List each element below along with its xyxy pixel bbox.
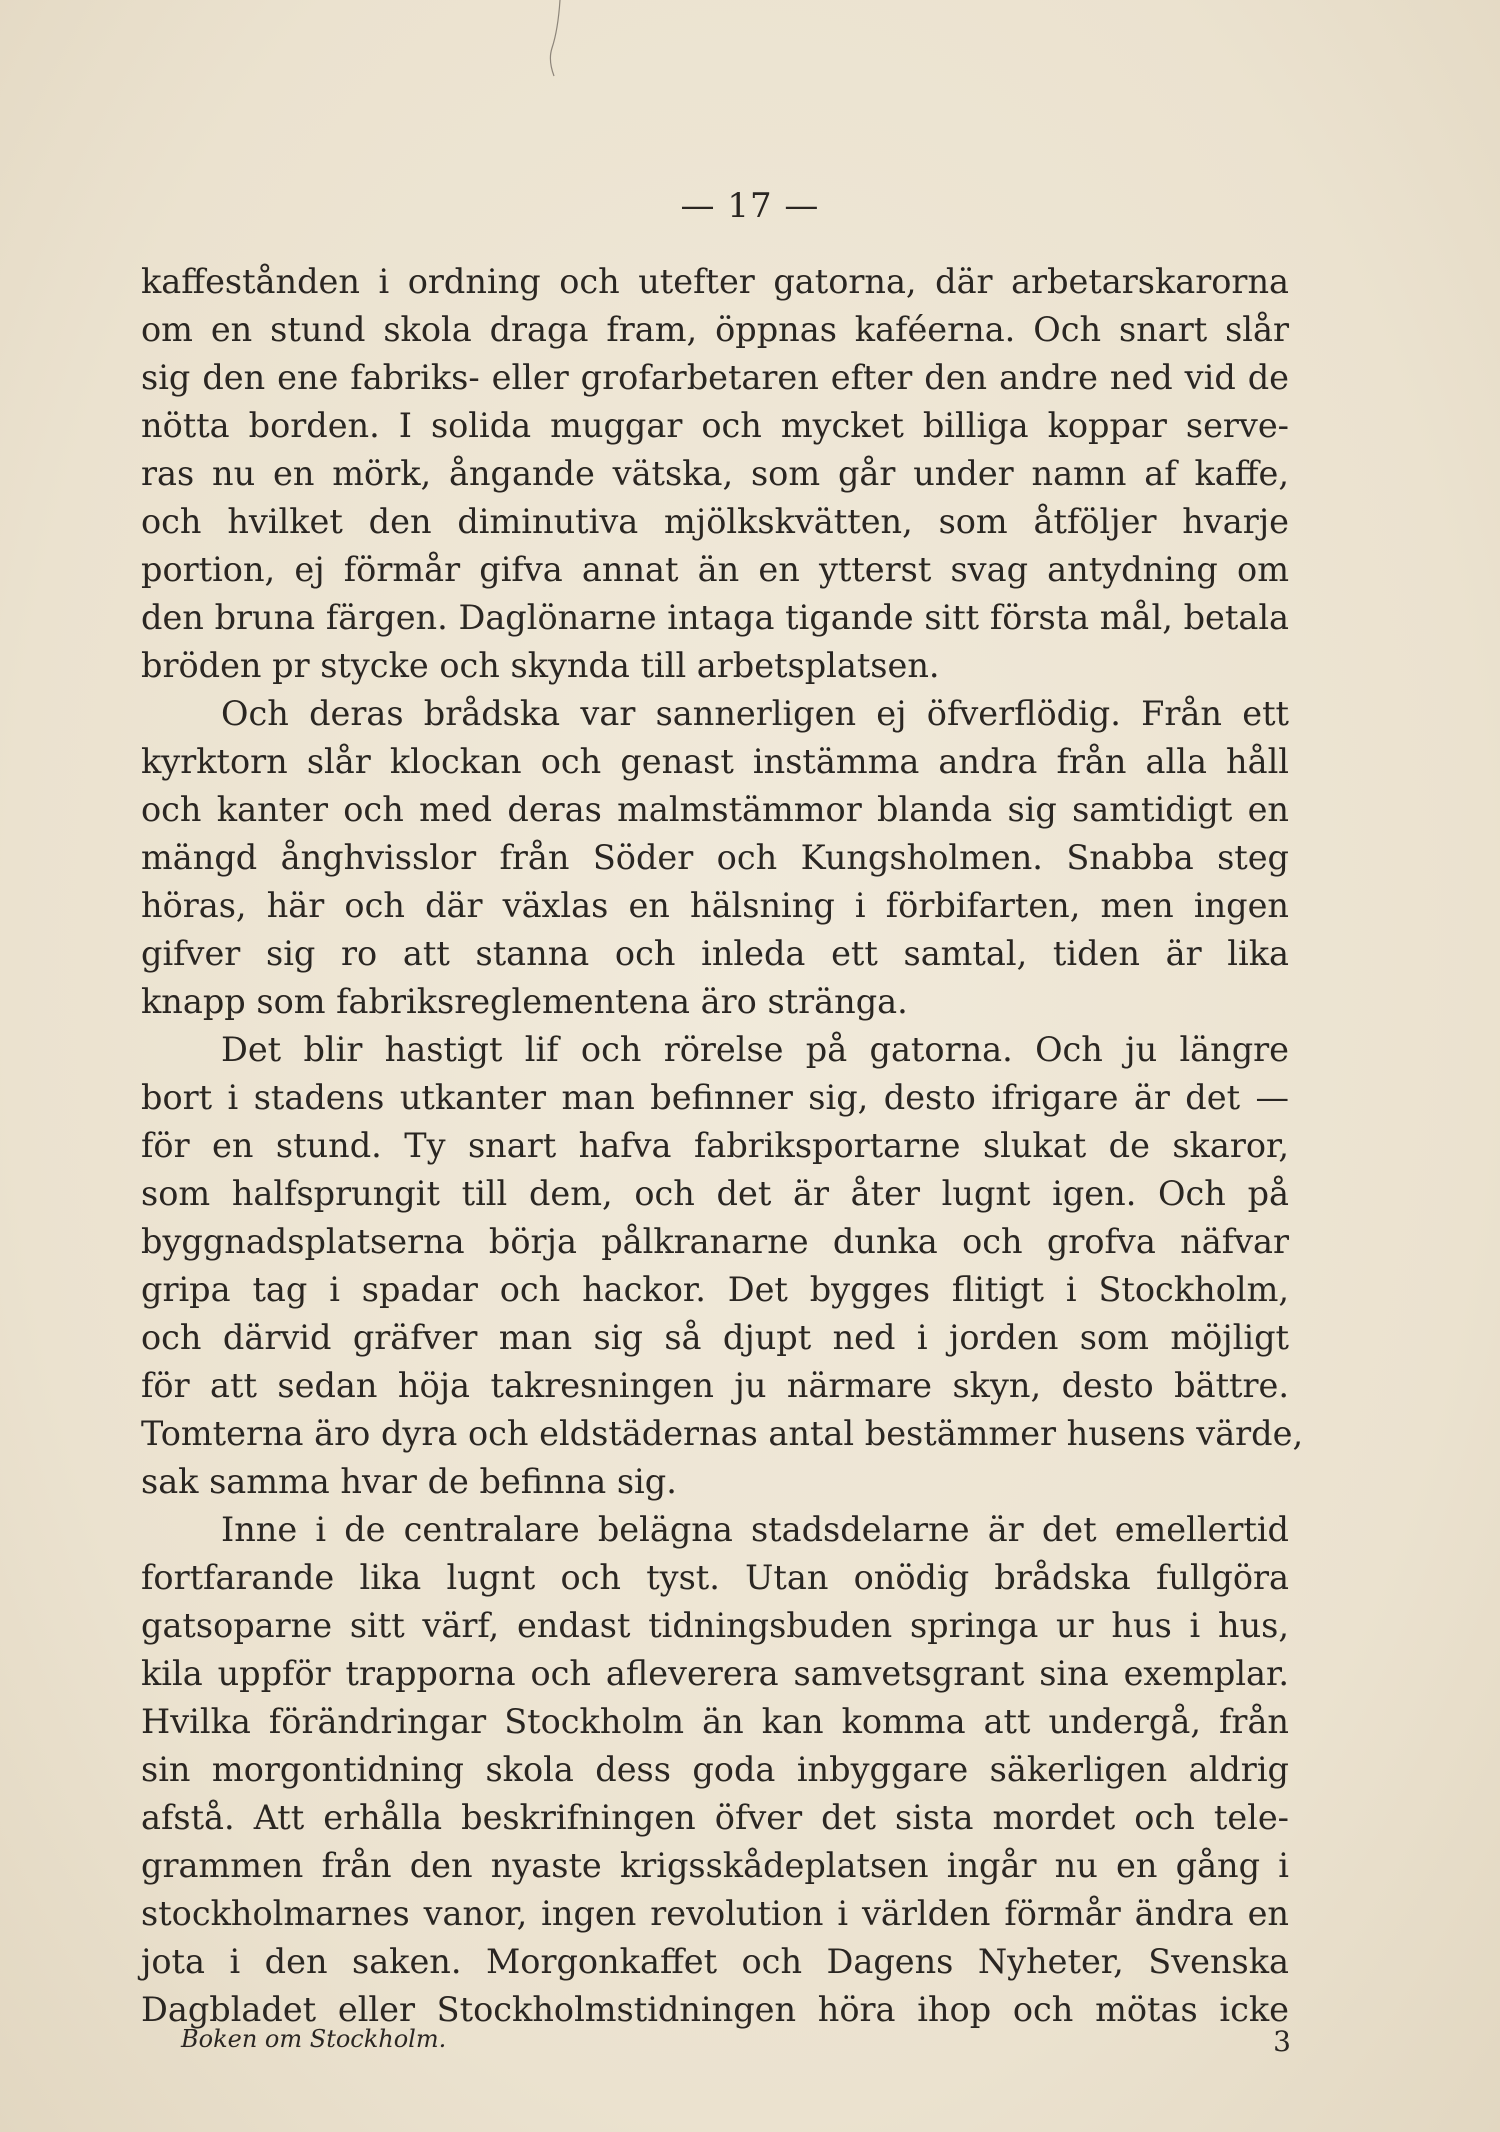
text-line: bröden pr stycke och skynda till arbetsplatsen. <box>141 646 940 685</box>
text-line: för att sedan höja takresningen ju närmare skyn, desto bättre. <box>141 1366 1289 1405</box>
footer-book-title: Boken om Stockholm. <box>181 2025 447 2053</box>
text-line: Det blir hastigt lif och rörelse på gatorna. Och ju längre <box>221 1030 1289 1069</box>
footer-sheet-mark: 3 <box>1273 2025 1291 2058</box>
text-line: afstå. Att erhålla beskrifningen öfver det sista mordet och tele- <box>141 1798 1289 1837</box>
text-line: kaffestånden i ordning och utefter gatorna, där arbetarskarorna <box>141 262 1289 301</box>
text-line: sig den ene fabriks- eller grofarbetaren efter den andre ned vid de <box>141 358 1289 397</box>
text-line: bort i stadens utkanter man befinner sig, desto ifrigare är det — <box>141 1078 1289 1117</box>
text-line: och kanter och med deras malmstämmor blanda sig samtidigt en <box>141 790 1289 829</box>
text-line: om en stund skola draga fram, öppnas kaféerna. Och snart slår <box>141 310 1289 349</box>
text-line: jota i den saken. Morgonkaffet och Dagens Nyheter, Svenska <box>141 1942 1289 1981</box>
text-line: knapp som fabriksreglementena äro stränga. <box>141 982 908 1021</box>
text-line: sak samma hvar de befinna sig. <box>141 1462 677 1501</box>
text-line: för en stund. Ty snart hafva fabriksportarne slukat de skaror, <box>141 1126 1289 1165</box>
text-line: byggnadsplatserna börja pålkranarne dunka och grofva näfvar <box>141 1222 1289 1261</box>
text-line: och hvilket den diminutiva mjölkskvätten, som åtföljer hvarje <box>141 502 1289 541</box>
text-line: Tomterna äro dyra och eldstädernas antal bestämmer husens värde, <box>141 1414 1304 1453</box>
text-line: och därvid gräfver man sig så djupt ned i jorden som möjligt <box>141 1318 1289 1357</box>
text-line: portion, ej förmår gifva annat än en ytterst svag antydning om <box>141 550 1289 589</box>
text-line: kyrktorn slår klockan och genast instämma andra från alla håll <box>141 742 1289 781</box>
page-number: — 17 — <box>680 186 820 226</box>
pencil-mark <box>540 0 570 80</box>
text-line: gripa tag i spadar och hackor. Det bygges flitigt i Stockholm, <box>141 1270 1289 1309</box>
text-line: som halfsprungit till dem, och det är åter lugnt igen. Och på <box>141 1174 1289 1213</box>
text-line: höras, här och där växlas en hälsning i förbifarten, men ingen <box>141 886 1289 925</box>
text-line: fortfarande lika lugnt och tyst. Utan onödig brådska fullgöra <box>141 1558 1289 1597</box>
body-text <box>141 258 1304 2034</box>
text-line: den bruna färgen. Daglönarne intaga tigande sitt första mål, betala <box>141 598 1289 637</box>
text-line: grammen från den nyaste krigsskådeplatsen ingår nu en gång i <box>141 1846 1289 1885</box>
text-line: kila uppför trapporna och afleverera samvetsgrant sina exemplar. <box>141 1654 1289 1693</box>
text-line: Och deras brådska var sannerligen ej öfverflödig. Från ett <box>221 694 1289 733</box>
text-line: nötta borden. I solida muggar och mycket billiga koppar serve- <box>141 406 1289 445</box>
text-line: mängd ånghvisslor från Söder och Kungsholmen. Snabba steg <box>141 838 1289 877</box>
text-line: Hvilka förändringar Stockholm än kan komma att undergå, från <box>141 1702 1289 1741</box>
text-line: stockholmarnes vanor, ingen revolution i världen förmår ändra en <box>141 1894 1289 1933</box>
text-line: ras nu en mörk, ångande vätska, som går under namn af kaffe, <box>141 454 1289 493</box>
text-line: Dagbladet eller Stockholmstidningen höra ihop och mötas icke <box>141 1990 1289 2029</box>
text-line: sin morgontidning skola dess goda inbyggare säkerligen aldrig <box>141 1750 1289 1789</box>
text-line: gifver sig ro att stanna och inleda ett samtal, tiden är lika <box>141 934 1289 973</box>
text-line: gatsoparne sitt värf, endast tidningsbuden springa ur hus i hus, <box>141 1606 1289 1645</box>
text-line: Inne i de centralare belägna stadsdelarne är det emellertid <box>221 1510 1289 1549</box>
